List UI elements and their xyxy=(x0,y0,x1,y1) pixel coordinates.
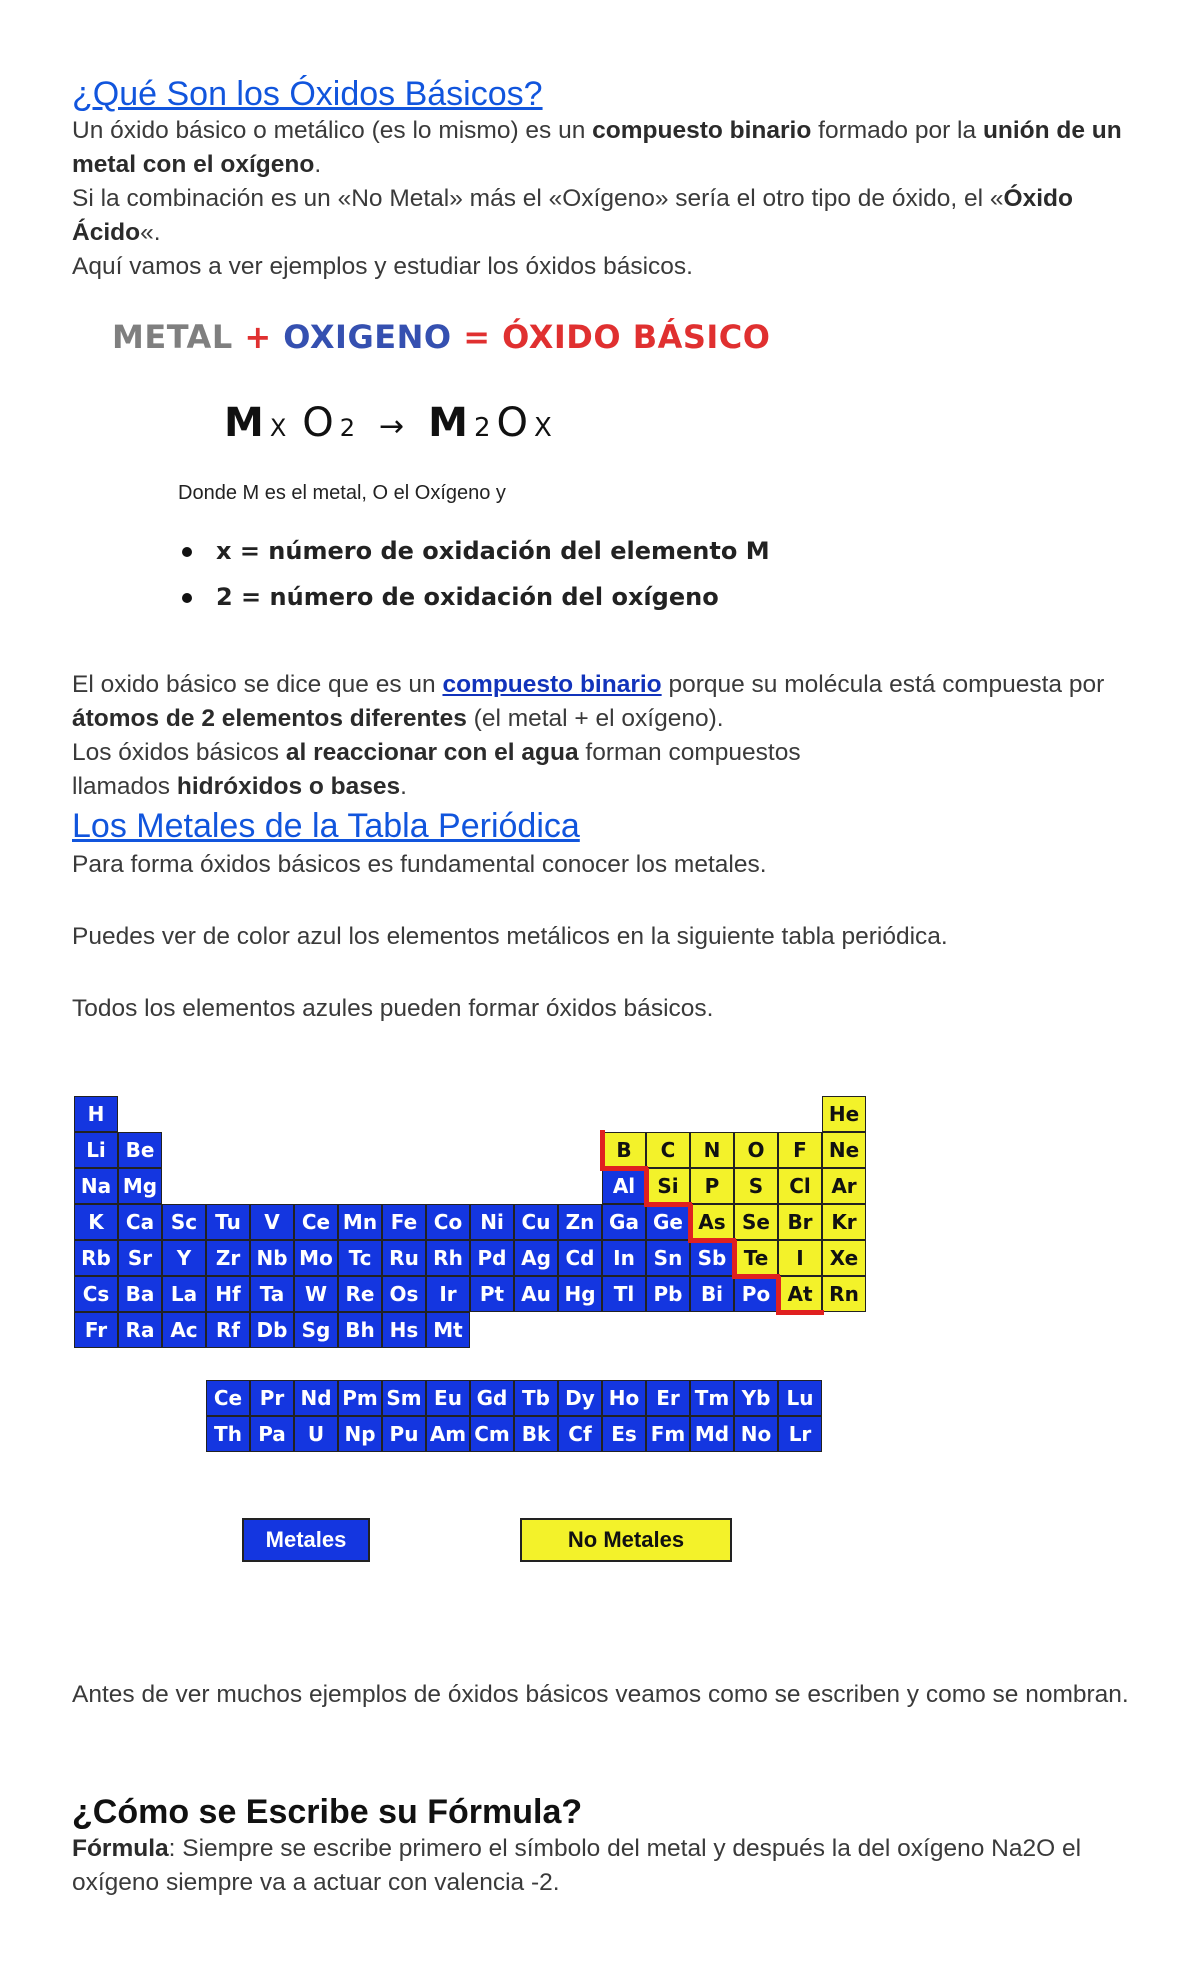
formula-section xyxy=(72,1832,1132,1900)
element-cell-o: O xyxy=(734,1132,778,1168)
element-cell-f-th: Th xyxy=(206,1416,250,1452)
element-cell-po: Po xyxy=(734,1276,778,1312)
element-cell-f-dy: Dy xyxy=(558,1380,602,1416)
element-cell-rh: Rh xyxy=(426,1240,470,1276)
element-cell-mt: Mt xyxy=(426,1312,470,1348)
metal-boundary-line xyxy=(688,1204,693,1240)
element-cell-f-lr: Lr xyxy=(778,1416,822,1452)
element-cell-ir: Ir xyxy=(426,1276,470,1312)
element-cell-sc: Sc xyxy=(162,1204,206,1240)
compuesto-binario-link[interactable]: compuesto binario xyxy=(442,671,662,698)
element-cell-bh: Bh xyxy=(338,1312,382,1348)
element-cell-kr: Kr xyxy=(822,1204,866,1240)
equation-title: METAL + OXIGENO = ÓXIDO BÁSICO xyxy=(112,318,771,356)
element-cell-mg: Mg xyxy=(118,1168,162,1204)
element-cell-h: H xyxy=(74,1096,118,1132)
metal-boundary-line xyxy=(732,1274,780,1279)
element-cell-si: Si xyxy=(646,1168,690,1204)
intro-section xyxy=(72,114,1132,284)
element-cell-v: V xyxy=(250,1204,294,1240)
element-cell-ra: Ra xyxy=(118,1312,162,1348)
element-cell-ga: Ga xyxy=(602,1204,646,1240)
element-cell-f-ho: Ho xyxy=(602,1380,646,1416)
element-cell-f-u: U xyxy=(294,1416,338,1452)
element-cell-f-cm: Cm xyxy=(470,1416,514,1452)
equation-figure xyxy=(112,318,812,618)
list-item: x = número de oxidación del elemento M xyxy=(182,528,770,574)
element-cell-nb: Nb xyxy=(250,1240,294,1276)
element-cell-fe: Fe xyxy=(382,1204,426,1240)
element-cell-f-yb: Yb xyxy=(734,1380,778,1416)
intro-paragraph-1: Un óxido básico o metálico (es lo mismo) es un compuesto binario formado por la unión de un metal con el oxígeno. xyxy=(72,117,1122,178)
element-cell-b: B xyxy=(602,1132,646,1168)
element-cell-f-pm: Pm xyxy=(338,1380,382,1416)
arrow-icon: → xyxy=(379,409,405,444)
element-cell-ce: Ce xyxy=(294,1204,338,1240)
element-cell-hg: Hg xyxy=(558,1276,602,1312)
periodic-table-figure xyxy=(70,1060,870,1580)
element-cell-se: Se xyxy=(734,1204,778,1240)
element-cell-xe: Xe xyxy=(822,1240,866,1276)
element-cell-cs: Cs xyxy=(74,1276,118,1312)
formula-paragraph: Fórmula: Siempre se escribe primero el símbolo del metal y después la del oxígeno Na2O el oxígeno siempre va a actuar con valencia -2. xyxy=(72,1835,1082,1896)
element-cell-tu: Tu xyxy=(206,1204,250,1240)
metal-boundary-line xyxy=(644,1202,692,1207)
heading-que-son-oxidos[interactable]: ¿Qué Son los Óxidos Básicos? xyxy=(72,75,543,113)
element-cell-f-am: Am xyxy=(426,1416,470,1452)
metal-boundary-line xyxy=(600,1130,605,1134)
element-cell-ac: Ac xyxy=(162,1312,206,1348)
heading-como-se-escribe: ¿Cómo se Escribe su Fórmula? xyxy=(72,1793,583,1831)
element-cell-pd: Pd xyxy=(470,1240,514,1276)
element-cell-pb: Pb xyxy=(646,1276,690,1312)
bullet-icon xyxy=(182,547,192,557)
element-cell-f: F xyxy=(778,1132,822,1168)
element-cell-ne: Ne xyxy=(822,1132,866,1168)
bullet-icon xyxy=(182,593,192,603)
element-cell-s: S xyxy=(734,1168,778,1204)
element-cell-cd: Cd xyxy=(558,1240,602,1276)
element-cell-n: N xyxy=(690,1132,734,1168)
element-cell-ru: Ru xyxy=(382,1240,426,1276)
intro-paragraph-3: Aquí vamos a ver ejemplos y estudiar los óxidos básicos. xyxy=(72,253,693,280)
metals-paragraph-3: Todos los elementos azules pueden formar óxidos básicos. xyxy=(72,995,714,1022)
element-cell-f-gd: Gd xyxy=(470,1380,514,1416)
binary-compound-section xyxy=(72,668,1132,804)
equation-bullets xyxy=(182,528,770,620)
element-cell-tl: Tl xyxy=(602,1276,646,1312)
legend-no-metales: No Metales xyxy=(520,1518,732,1562)
metal-boundary-line xyxy=(688,1238,736,1243)
element-cell-f-pa: Pa xyxy=(250,1416,294,1452)
element-cell-os: Os xyxy=(382,1276,426,1312)
element-cell-rn: Rn xyxy=(822,1276,866,1312)
element-cell-be: Be xyxy=(118,1132,162,1168)
element-cell-f-er: Er xyxy=(646,1380,690,1416)
element-cell-ta: Ta xyxy=(250,1276,294,1312)
element-cell-db: Db xyxy=(250,1312,294,1348)
element-cell-pt: Pt xyxy=(470,1276,514,1312)
metal-boundary-line xyxy=(644,1168,649,1204)
element-cell-f-es: Es xyxy=(602,1416,646,1452)
element-cell-f-md: Md xyxy=(690,1416,734,1452)
element-cell-cu: Cu xyxy=(514,1204,558,1240)
binary-paragraph: El oxido básico se dice que es un compuesto binario porque su molécula está compuesta por átomos de 2 elementos diferentes (el metal + el oxígeno). xyxy=(72,671,1105,732)
element-cell-k: K xyxy=(74,1204,118,1240)
element-cell-ag: Ag xyxy=(514,1240,558,1276)
element-cell-y: Y xyxy=(162,1240,206,1276)
element-cell-sb: Sb xyxy=(690,1240,734,1276)
element-cell-rf: Rf xyxy=(206,1312,250,1348)
metal-boundary-line xyxy=(600,1166,648,1171)
element-cell-fr: Fr xyxy=(74,1312,118,1348)
element-cell-w: W xyxy=(294,1276,338,1312)
metal-boundary-line xyxy=(776,1276,781,1312)
element-cell-f-no: No xyxy=(734,1416,778,1452)
element-cell-ca: Ca xyxy=(118,1204,162,1240)
element-cell-tc: Tc xyxy=(338,1240,382,1276)
metal-boundary-line xyxy=(732,1240,737,1276)
metals-paragraph-1: Para forma óxidos básicos es fundamental conocer los metales. xyxy=(72,851,767,878)
metal-boundary-line xyxy=(600,1132,605,1168)
element-cell-la: La xyxy=(162,1276,206,1312)
element-cell-f-tm: Tm xyxy=(690,1380,734,1416)
element-cell-au: Au xyxy=(514,1276,558,1312)
general-formula: M X O 2 → M 2 O X xyxy=(224,400,552,446)
element-cell-hf: Hf xyxy=(206,1276,250,1312)
heading-metales-tabla[interactable]: Los Metales de la Tabla Periódica xyxy=(72,807,580,845)
element-cell-f-bk: Bk xyxy=(514,1416,558,1452)
element-cell-al: Al xyxy=(602,1168,646,1204)
element-cell-f-np: Np xyxy=(338,1416,382,1452)
element-cell-f-sm: Sm xyxy=(382,1380,426,1416)
element-cell-na: Na xyxy=(74,1168,118,1204)
metals-paragraph-2: Puedes ver de color azul los elementos metálicos en la siguiente tabla periódica. xyxy=(72,923,948,950)
element-cell-p: P xyxy=(690,1168,734,1204)
legend-metales: Metales xyxy=(242,1518,370,1562)
water-reaction-paragraph: Los óxidos básicos al reaccionar con el agua forman compuestos llamados hidróxidos o bases. xyxy=(72,739,801,800)
metals-intro-section xyxy=(72,848,948,1026)
element-cell-rb: Rb xyxy=(74,1240,118,1276)
element-cell-at: At xyxy=(778,1276,822,1312)
element-cell-f-tb: Tb xyxy=(514,1380,558,1416)
before-examples-section xyxy=(72,1678,1129,1712)
element-cell-f-ce: Ce xyxy=(206,1380,250,1416)
element-cell-f-lu: Lu xyxy=(778,1380,822,1416)
metal-boundary-line xyxy=(776,1310,824,1315)
element-cell-in: In xyxy=(602,1240,646,1276)
element-cell-he: He xyxy=(822,1096,866,1132)
element-cell-cl: Cl xyxy=(778,1168,822,1204)
element-cell-sn: Sn xyxy=(646,1240,690,1276)
element-cell-mo: Mo xyxy=(294,1240,338,1276)
element-cell-f-pu: Pu xyxy=(382,1416,426,1452)
element-cell-f-fm: Fm xyxy=(646,1416,690,1452)
element-cell-mn: Mn xyxy=(338,1204,382,1240)
list-item: 2 = número de oxidación del oxígeno xyxy=(182,574,770,620)
element-cell-zn: Zn xyxy=(558,1204,602,1240)
element-cell-br: Br xyxy=(778,1204,822,1240)
element-cell-ni: Ni xyxy=(470,1204,514,1240)
equation-legend-text: Donde M es el metal, O el Oxígeno y xyxy=(178,482,506,504)
element-cell-sg: Sg xyxy=(294,1312,338,1348)
element-cell-sr: Sr xyxy=(118,1240,162,1276)
element-cell-ar: Ar xyxy=(822,1168,866,1204)
element-cell-i: I xyxy=(778,1240,822,1276)
element-cell-f-eu: Eu xyxy=(426,1380,470,1416)
element-cell-c: C xyxy=(646,1132,690,1168)
element-cell-li: Li xyxy=(74,1132,118,1168)
element-cell-zr: Zr xyxy=(206,1240,250,1276)
element-cell-bi: Bi xyxy=(690,1276,734,1312)
element-cell-co: Co xyxy=(426,1204,470,1240)
before-examples-paragraph: Antes de ver muchos ejemplos de óxidos básicos veamos como se escriben y como se nombran. xyxy=(72,1681,1129,1708)
element-cell-re: Re xyxy=(338,1276,382,1312)
intro-paragraph-2: Si la combinación es un «No Metal» más el «Oxígeno» sería el otro tipo de óxido, el «Óxido Ácido«. xyxy=(72,185,1073,246)
element-cell-f-nd: Nd xyxy=(294,1380,338,1416)
element-cell-hs: Hs xyxy=(382,1312,426,1348)
element-cell-ge: Ge xyxy=(646,1204,690,1240)
element-cell-ba: Ba xyxy=(118,1276,162,1312)
element-cell-as: As xyxy=(690,1204,734,1240)
element-cell-te: Te xyxy=(734,1240,778,1276)
element-cell-f-pr: Pr xyxy=(250,1380,294,1416)
element-cell-f-cf: Cf xyxy=(558,1416,602,1452)
